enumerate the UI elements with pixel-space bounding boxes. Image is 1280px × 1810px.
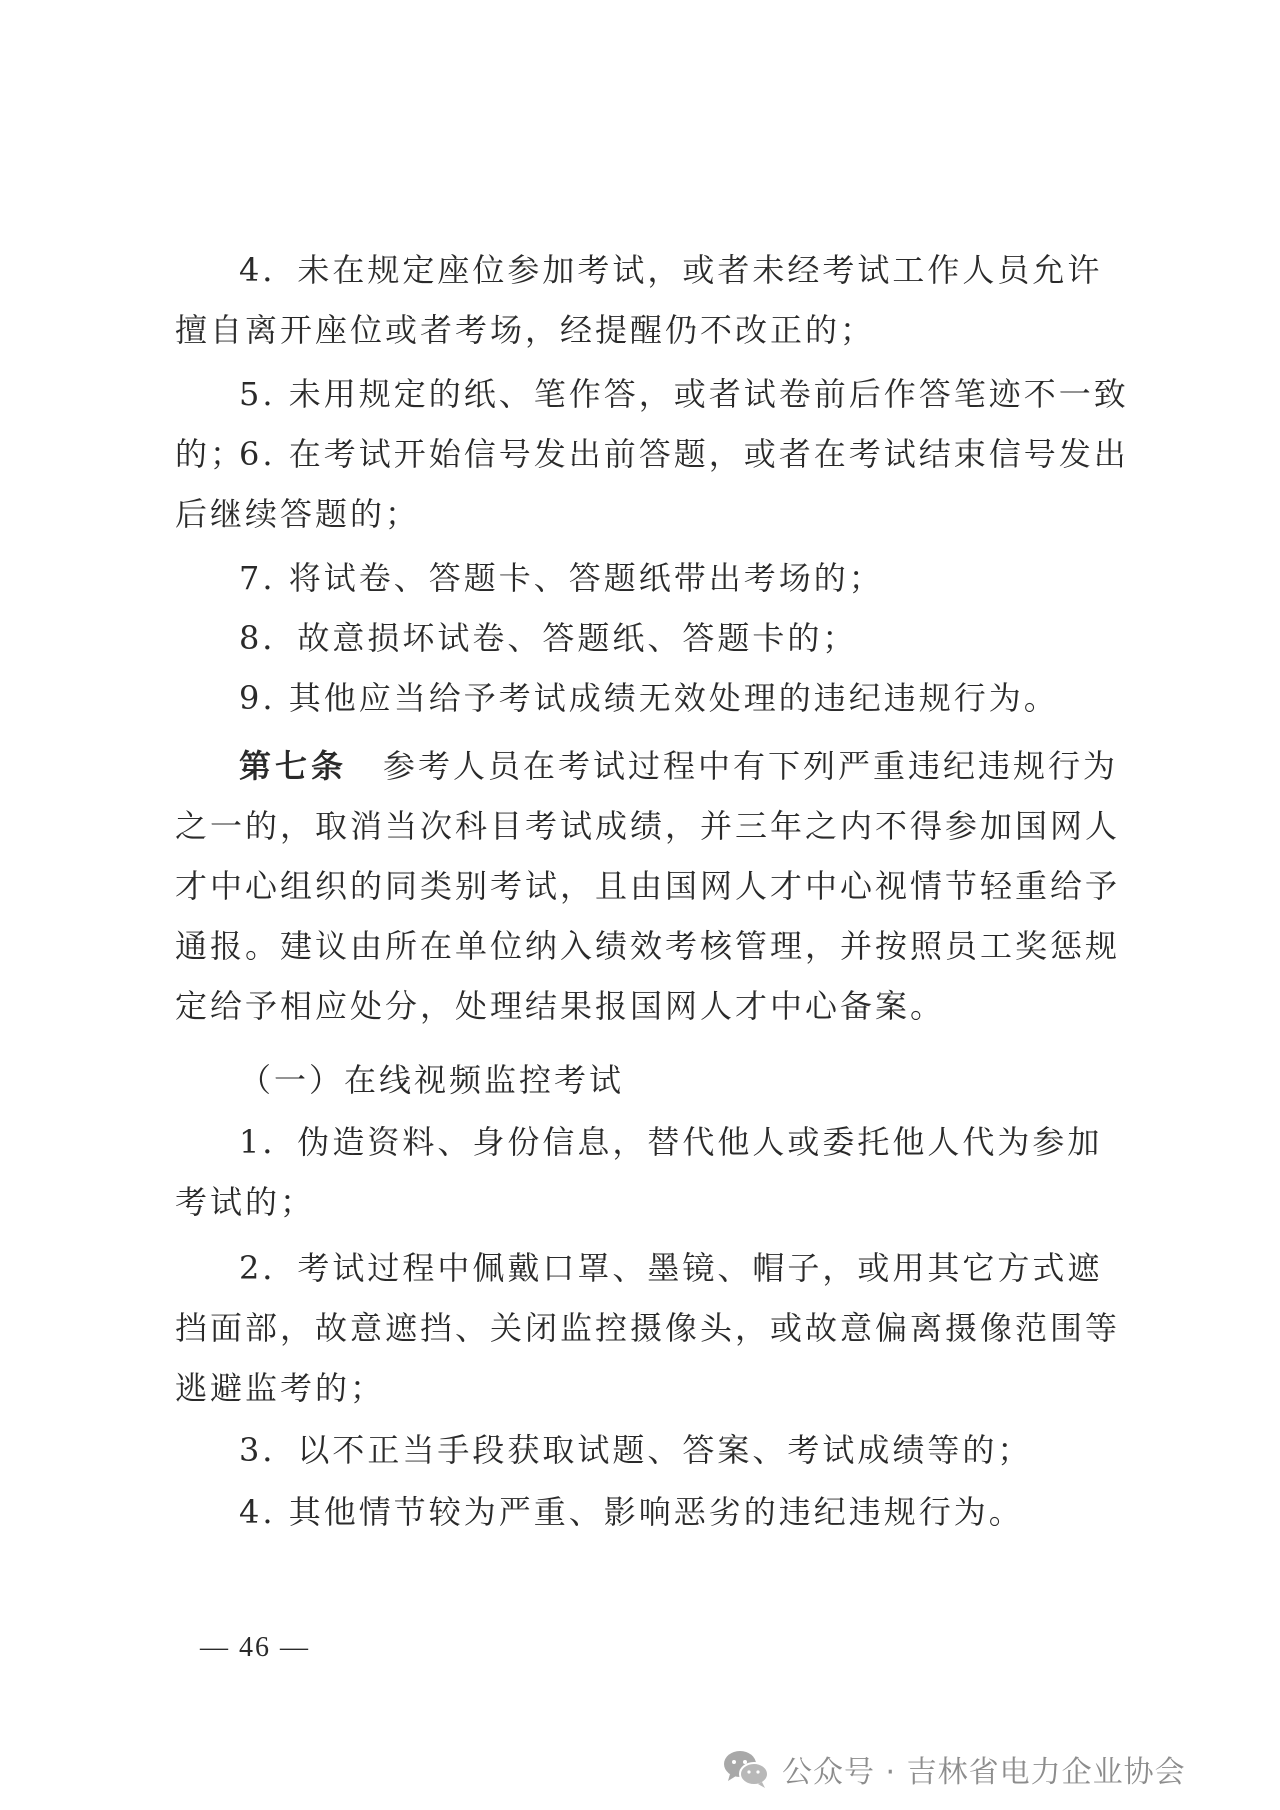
list-item: 6. 在考试开始信号发出前答题，或者在考试结束信号发出后继续答题的； — [175, 435, 1129, 533]
page-number: — 46 — — [200, 1632, 310, 1663]
list-item: 7. 将试卷、答题卡、答题纸带出考场的； — [239, 559, 884, 597]
article-paragraph — [175, 736, 1135, 1036]
article-text: 参考人员在考试过程中有下列严重违纪违规行为之一的，取消当次科目考试成绩，并三年之内不得参加国网人才中心组织的同类别考试，且由国网人才中心视情节轻重给予通报。建议由所在单位纳入绩效考核管理，并按照员工奖惩规定给予相应处分，处理结果报国网人才中心备案。 — [175, 747, 1121, 1025]
list-item: 3．以不正当手段获取试题、答案、考试成绩等的； — [239, 1431, 1033, 1469]
list-item: 4．未在规定座位参加考试，或者未经考试工作人员允许擅自离开座位或者考场，经提醒仍不改正的； — [175, 251, 1103, 349]
watermark — [722, 1744, 1186, 1794]
section-title: （一）在线视频监控考试 — [239, 1061, 625, 1099]
list-item: 4. 其他情节较为严重、影响恶劣的违纪违规行为。 — [239, 1493, 1024, 1531]
wechat-icon — [722, 1748, 770, 1790]
watermark-text: 公众号 · 吉林省电力企业协会 — [782, 1755, 1186, 1790]
article-heading: 第七条 — [239, 747, 348, 785]
list-item: 8．故意损坏试卷、答题纸、答题卡的； — [239, 619, 858, 657]
list-item: 5. 未用规定的纸、笔作答，或者试卷前后作答笔迹不一致的； — [175, 375, 1129, 473]
list-item: 2．考试过程中佩戴口罩、墨镜、帽子，或用其它方式遮挡面部，故意遮挡、关闭监控摄像头，或故意偏离摄像范围等逃避监考的； — [175, 1249, 1121, 1407]
list-item: 9. 其他应当给予考试成绩无效处理的违纪违规行为。 — [239, 679, 1059, 717]
list-item: 1．伪造资料、身份信息，替代他人或委托他人代为参加考试的； — [175, 1123, 1103, 1221]
